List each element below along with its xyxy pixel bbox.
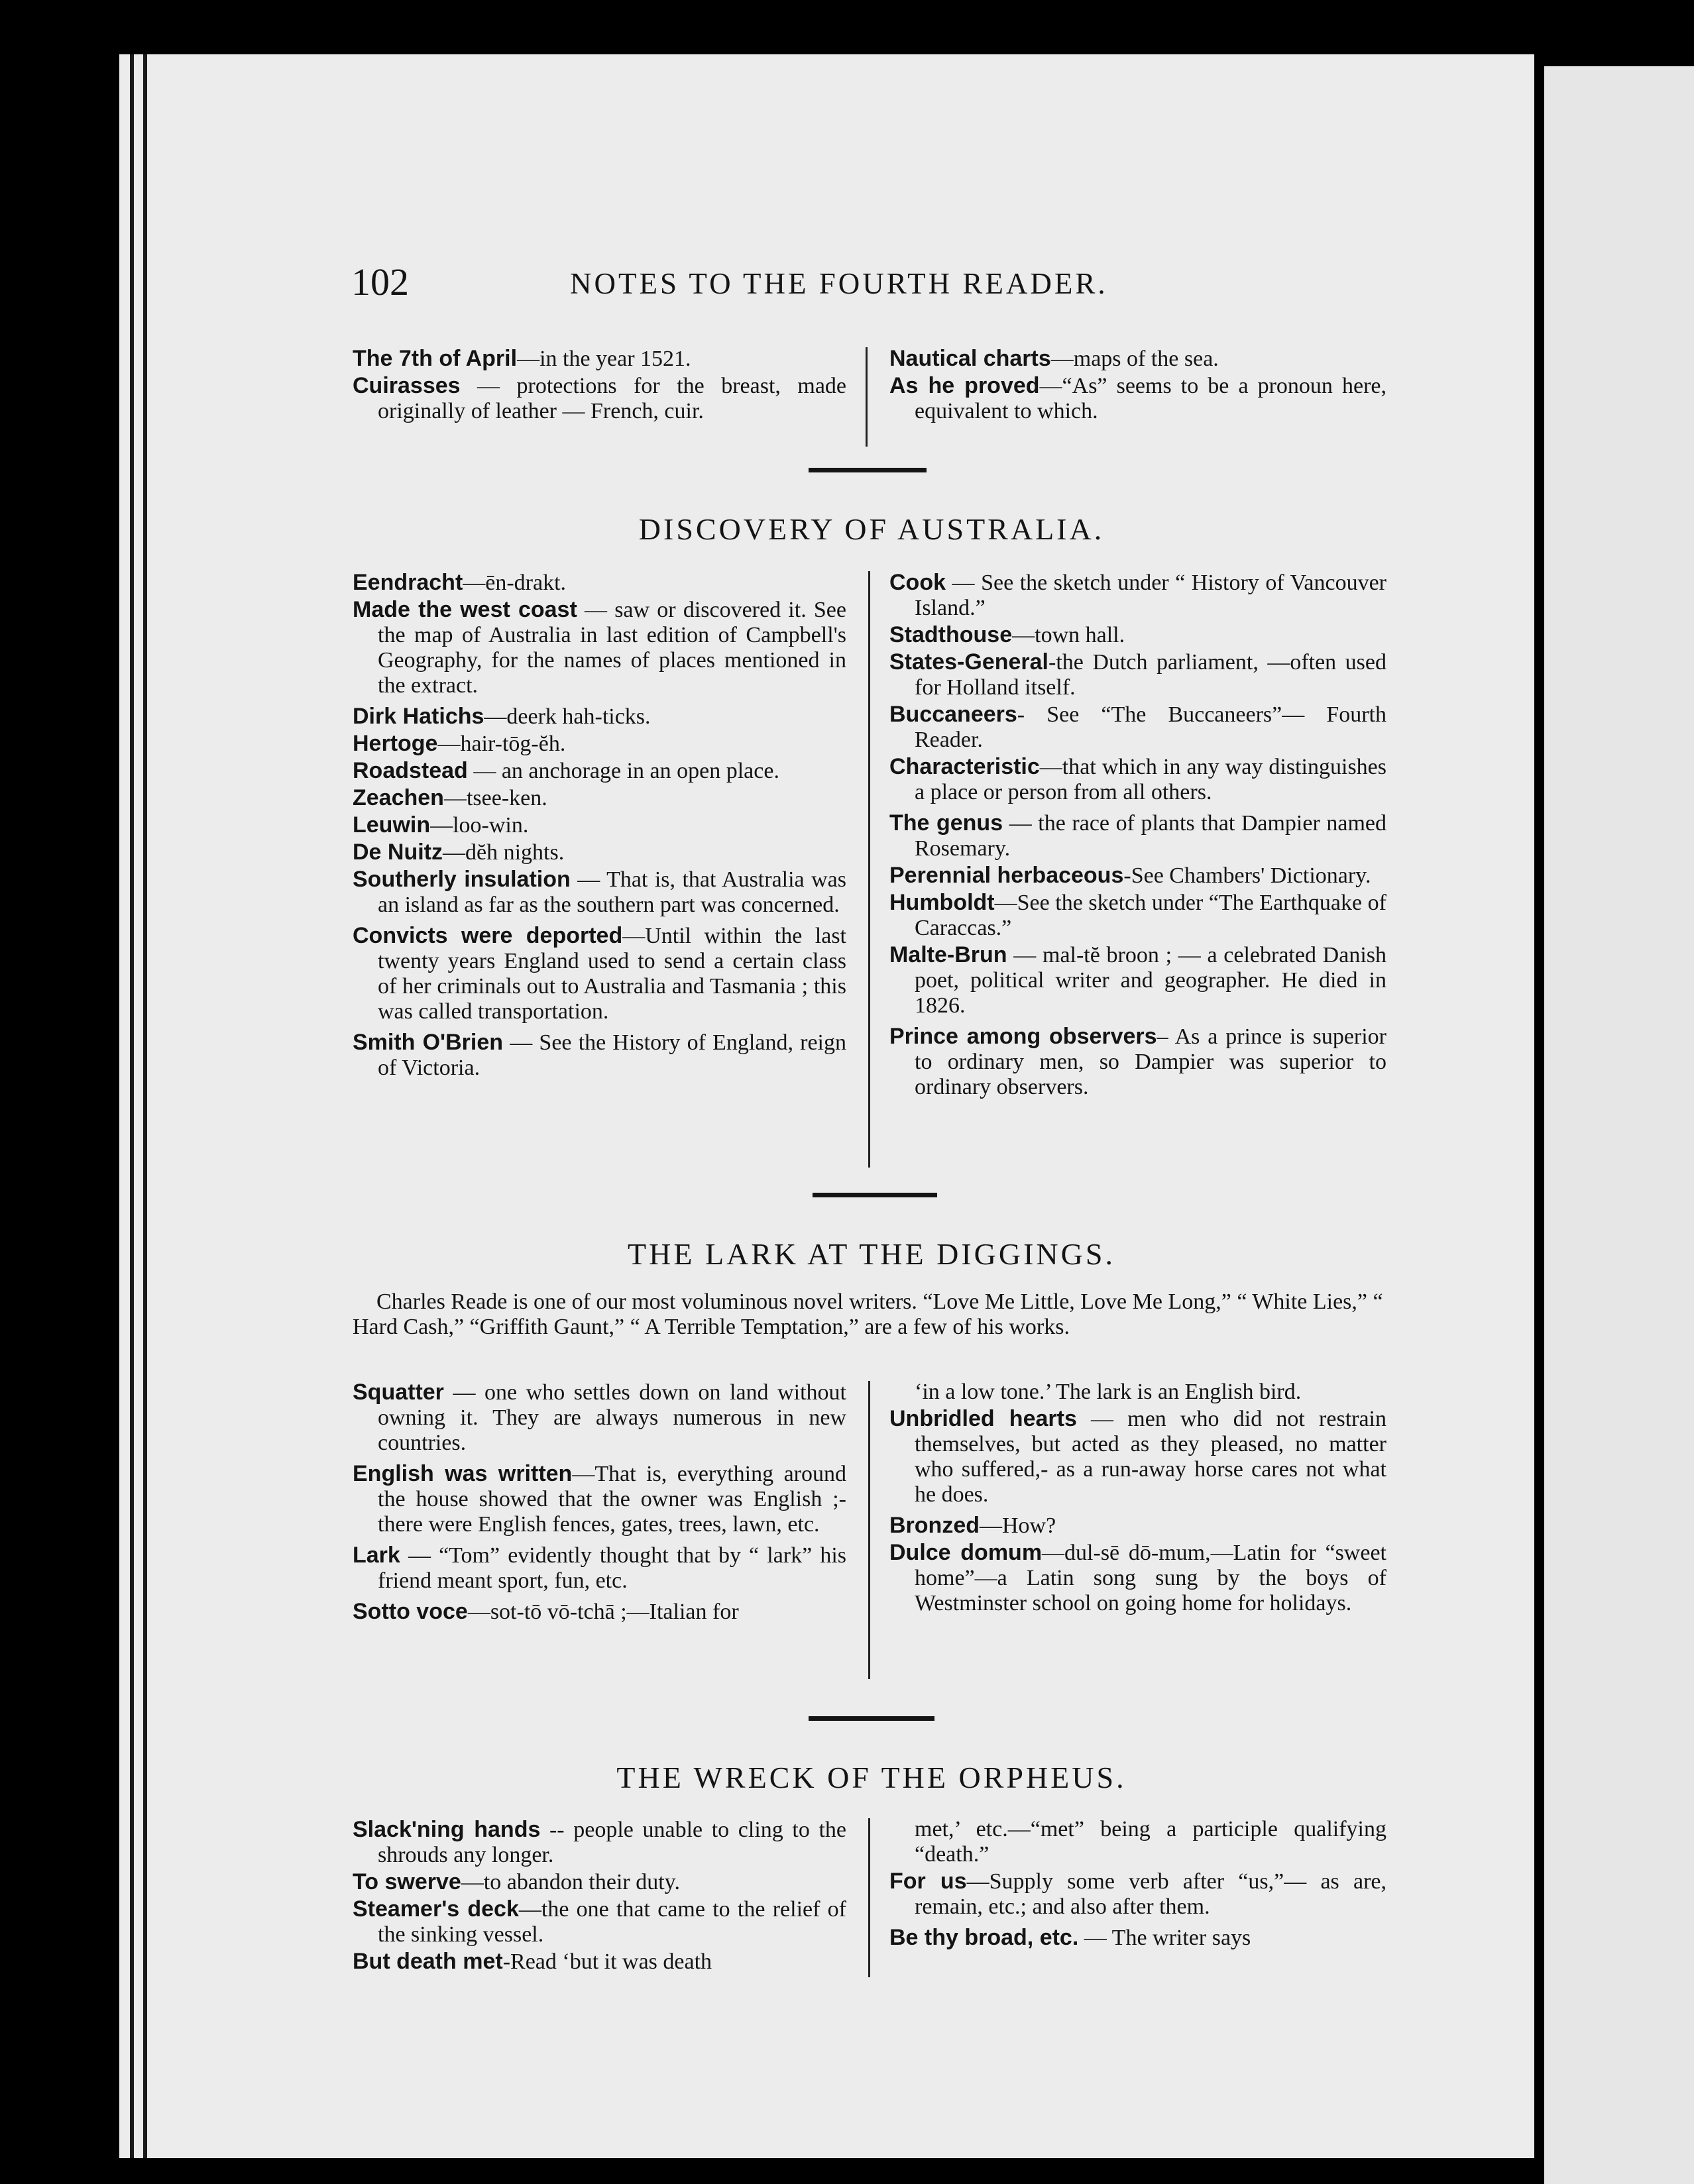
glossary-separator: — bbox=[570, 867, 607, 892]
glossary-separator: — bbox=[467, 759, 502, 783]
glossary-definition: protections for the breast, made originally of leather — French, cuir. bbox=[378, 374, 846, 423]
glossary-entry bbox=[889, 346, 1386, 372]
glossary-separator: — bbox=[1039, 374, 1062, 398]
glossary-term: Made the west coast bbox=[353, 597, 577, 622]
glossary-term: Dirk Hatichs bbox=[353, 704, 484, 729]
glossary-separator: — bbox=[400, 1543, 439, 1568]
glossary-entry bbox=[889, 1817, 1386, 1867]
glossary-definition: saw or discovered it. See the map of Australia in last edition of Campbell's Geography, for the names of places mentioned in the extract. bbox=[378, 598, 846, 698]
glossary-separator: — bbox=[443, 840, 465, 865]
glossary-definition: See the History of England, reign of Victoria. bbox=[378, 1030, 846, 1080]
glossary-separator: — bbox=[443, 1380, 485, 1405]
glossary-entry bbox=[353, 570, 846, 596]
glossary-term: Sotto voce bbox=[353, 1599, 468, 1624]
glossary-definition: ēn-drakt. bbox=[485, 571, 567, 595]
glossary-term: Smith O'Brien bbox=[353, 1030, 504, 1055]
glossary-definition: the Dutch parliament, —often used for Holland itself. bbox=[915, 650, 1386, 700]
glossary-definition: the race of plants that Dampier named Rosemary. bbox=[915, 811, 1387, 861]
glossary-term: Perennial herbaceous bbox=[889, 863, 1124, 888]
glossary-term: Southerly insulation bbox=[353, 867, 571, 892]
glossary-separator: — bbox=[622, 924, 646, 948]
glossary-definition: that which in any way distinguishes a place or person from all others. bbox=[915, 755, 1386, 804]
discovery-right-column bbox=[889, 570, 1386, 1105]
section-rule bbox=[813, 1193, 937, 1197]
glossary-term: Be thy broad, etc. bbox=[889, 1925, 1079, 1950]
glossary-separator: — bbox=[461, 1870, 484, 1894]
glossary-separator: — bbox=[980, 1513, 1002, 1538]
glossary-term: Steamer's deck bbox=[353, 1896, 519, 1922]
glossary-definition: Read ‘but it was death bbox=[510, 1949, 712, 1974]
glossary-separator: — bbox=[1078, 1926, 1112, 1950]
glossary-definition: “As” seems to be a pronoun here, equivalent to which. bbox=[915, 374, 1387, 423]
glossary-definition: Until within the last twenty years England used to send a certain class of her criminals out to Australia and Tasmania ; this was called transportation. bbox=[378, 924, 846, 1024]
glossary-entry bbox=[353, 1461, 846, 1537]
glossary-definition: one who settles down on land without owning it. They are always numerous in new countries. bbox=[378, 1380, 846, 1455]
glossary-term: But death met bbox=[353, 1949, 503, 1974]
glossary-separator: — bbox=[994, 891, 1017, 915]
glossary-separator: — bbox=[1076, 1407, 1128, 1431]
glossary-separator: — bbox=[443, 786, 467, 810]
glossary-definition: maps of the sea. bbox=[1073, 347, 1219, 371]
glossary-definition: See the sketch under “ History of Vancouver Island.” bbox=[915, 571, 1386, 620]
glossary-entry bbox=[889, 1513, 1386, 1539]
glossary-entry bbox=[353, 1817, 846, 1868]
glossary-definition: ‘in a low tone.’ The lark is an English bird. bbox=[915, 1380, 1302, 1404]
discovery-left-column bbox=[353, 570, 846, 1082]
glossary-entry bbox=[889, 649, 1386, 700]
section-title-discovery: DISCOVERY OF AUSTRALIA. bbox=[638, 512, 1105, 546]
glossary-entry bbox=[353, 1896, 846, 1947]
glossary-definition: dĕh nights. bbox=[465, 840, 565, 865]
glossary-entry bbox=[889, 863, 1386, 889]
section-title-orpheus: THE WRECK OF THE ORPHEUS. bbox=[616, 1761, 1127, 1794]
column-divider bbox=[868, 1381, 870, 1679]
glossary-definition: That is, everything around the house showed that the owner was English ;- there were English fences, gates, trees, lawn, etc. bbox=[378, 1462, 847, 1537]
glossary-separator: - bbox=[1123, 863, 1131, 888]
running-title: NOTES TO THE FOURTH READER. bbox=[570, 267, 1108, 300]
glossary-term: States-General bbox=[889, 649, 1048, 675]
glossary-definition: dul-sē dō-mum,—Latin for “sweet home”—a Latin song sung by the boys of Westminster school on going home for holidays. bbox=[915, 1541, 1386, 1615]
glossary-entry bbox=[889, 1869, 1386, 1920]
glossary-entry bbox=[889, 1024, 1386, 1100]
lark-intro-paragraph: Charles Reade is one of our most voluminous novel writers. “Love Me Little, Love Me Long,” “ White Lies,” “ Hard Cash,” “Griffith Gaunt,” “ A Terrible Temptation,” are a few of his works. bbox=[353, 1289, 1383, 1339]
glossary-separator: — bbox=[1042, 1541, 1065, 1565]
glossary-entry bbox=[353, 785, 846, 811]
glossary-separator: — bbox=[437, 732, 461, 756]
glossary-entry bbox=[353, 704, 846, 730]
glossary-definition: hair-tōg-ĕh. bbox=[460, 732, 566, 756]
top-right-column bbox=[889, 346, 1386, 425]
glossary-separator: - bbox=[1048, 650, 1056, 675]
glossary-definition: in the year 1521. bbox=[539, 347, 691, 371]
glossary-separator: — bbox=[463, 571, 486, 595]
glossary-definition: the one that came to the relief of the sinking vessel. bbox=[378, 1897, 846, 1947]
glossary-definition: loo-win. bbox=[453, 813, 529, 838]
glossary-entry bbox=[353, 346, 846, 372]
glossary-entry bbox=[889, 1380, 1386, 1405]
glossary-separator: — bbox=[966, 1869, 989, 1894]
glossary-term: Malte-Brun bbox=[889, 942, 1007, 967]
glossary-entry bbox=[353, 1030, 846, 1081]
glossary-entry bbox=[353, 1599, 846, 1625]
glossary-term: Zeachen bbox=[353, 785, 444, 810]
glossary-separator: - bbox=[502, 1949, 511, 1974]
glossary-separator: — bbox=[946, 571, 982, 595]
glossary-term: De Nuitz bbox=[353, 840, 443, 865]
glossary-entry bbox=[889, 570, 1386, 621]
glossary-definition: to abandon their duty. bbox=[483, 1870, 680, 1894]
glossary-separator: — bbox=[484, 704, 507, 729]
glossary-separator: — bbox=[460, 374, 517, 398]
glossary-separator: – bbox=[1157, 1024, 1175, 1049]
glossary-term: English was written bbox=[353, 1461, 573, 1486]
glossary-separator: — bbox=[430, 813, 453, 838]
glossary-separator: - bbox=[1017, 702, 1047, 727]
glossary-definition: As a prince is superior to ordinary men, so Dampier was superior to ordinary observers. bbox=[915, 1024, 1386, 1099]
glossary-term: As he proved bbox=[889, 373, 1040, 398]
column-divider bbox=[868, 1818, 870, 1977]
glossary-term: Cuirasses bbox=[353, 373, 461, 398]
glossary-definition: The writer says bbox=[1111, 1926, 1251, 1950]
glossary-separator: — bbox=[1050, 347, 1074, 371]
column-divider bbox=[866, 347, 868, 447]
glossary-entry bbox=[353, 812, 846, 838]
glossary-entry bbox=[889, 622, 1386, 648]
orpheus-left-column bbox=[353, 1817, 846, 1976]
glossary-term: The genus bbox=[889, 810, 1003, 836]
page-number: 102 bbox=[351, 260, 409, 303]
glossary-entry bbox=[889, 942, 1386, 1018]
glossary-separator: — bbox=[518, 1897, 541, 1922]
glossary-term: Stadthouse bbox=[889, 622, 1013, 647]
glossary-definition: sot-tō vō-tchā ;—Italian for bbox=[490, 1600, 739, 1624]
glossary-definition: deerk hah-ticks. bbox=[506, 704, 651, 729]
glossary-term: The 7th of April bbox=[353, 346, 518, 371]
glossary-definition: See the sketch under “The Earthquake of Caraccas.” bbox=[915, 891, 1386, 940]
glossary-term: Bronzed bbox=[889, 1513, 980, 1538]
glossary-entry bbox=[353, 1869, 846, 1895]
section-rule bbox=[809, 468, 927, 472]
column-divider bbox=[868, 571, 870, 1168]
section-title-lark: THE LARK AT THE DIGGINGS. bbox=[628, 1237, 1115, 1271]
glossary-definition: mal-tĕ broon ; — a celebrated Danish poet, political writer and geographer. He died in 1826. bbox=[915, 943, 1386, 1018]
lark-right-column bbox=[889, 1380, 1386, 1621]
glossary-separator: — bbox=[572, 1462, 595, 1486]
glossary-term: Prince among observers bbox=[889, 1024, 1157, 1049]
glossary-definition: See “The Buccaneers”— Fourth Reader. bbox=[915, 702, 1386, 752]
glossary-definition: met,’ etc.—“met” being a participle qualifying “death.” bbox=[915, 1817, 1386, 1867]
top-left-column bbox=[353, 346, 846, 429]
glossary-entry bbox=[353, 867, 846, 918]
glossary-entry bbox=[353, 758, 846, 784]
glossary-definition: Supply some verb after “us,”— as are, remain, etc.; and also after them. bbox=[915, 1869, 1386, 1919]
glossary-term: Characteristic bbox=[889, 754, 1040, 779]
glossary-term: Leuwin bbox=[353, 812, 431, 838]
glossary-separator: — bbox=[1012, 623, 1035, 647]
glossary-term: Cook bbox=[889, 570, 946, 595]
glossary-entry bbox=[889, 754, 1386, 805]
glossary-definition: tsee-ken. bbox=[466, 786, 547, 810]
glossary-term: Eendracht bbox=[353, 570, 463, 595]
glossary-entry bbox=[889, 1406, 1386, 1507]
glossary-term: For us bbox=[889, 1869, 967, 1894]
glossary-entry bbox=[889, 890, 1386, 941]
glossary-entry bbox=[889, 702, 1386, 753]
glossary-entry bbox=[353, 923, 846, 1024]
glossary-term: Squatter bbox=[353, 1380, 444, 1405]
glossary-term: Roadstead bbox=[353, 758, 468, 783]
glossary-definition: That is, that Australia was an island as far as the southern part was concerned. bbox=[378, 867, 846, 917]
glossary-separator: -- bbox=[540, 1818, 574, 1842]
spine-edge-line bbox=[130, 54, 134, 2158]
glossary-definition: How? bbox=[1002, 1513, 1056, 1538]
glossary-definition: “Tom” evidently thought that by “ lark” his friend meant sport, fun, etc. bbox=[378, 1543, 847, 1593]
glossary-term: Unbridled hearts bbox=[889, 1406, 1077, 1431]
glossary-entry bbox=[353, 1949, 846, 1975]
glossary-term: Buccaneers bbox=[889, 702, 1017, 727]
glossary-separator: — bbox=[517, 347, 540, 371]
glossary-entry bbox=[889, 1540, 1386, 1616]
glossary-entry bbox=[889, 810, 1386, 861]
lark-left-column bbox=[353, 1380, 846, 1626]
glossary-term: To swerve bbox=[353, 1869, 461, 1894]
glossary-entry bbox=[353, 597, 846, 698]
section-rule bbox=[809, 1716, 934, 1721]
facing-page-edge bbox=[1544, 66, 1694, 2184]
glossary-term: Dulce domum bbox=[889, 1540, 1043, 1565]
glossary-separator: — bbox=[467, 1600, 490, 1624]
glossary-definition: men who did not restrain themselves, but acted as they pleased, no matter who suffered,- as a run-away horse cares not what he does. bbox=[915, 1407, 1386, 1507]
running-head bbox=[351, 260, 1392, 313]
glossary-definition: an anchorage in an open place. bbox=[501, 759, 779, 783]
glossary-term: Nautical charts bbox=[889, 346, 1051, 371]
glossary-entry bbox=[889, 1925, 1386, 1951]
spine-edge-line bbox=[143, 54, 147, 2158]
glossary-definition: town hall. bbox=[1035, 623, 1125, 647]
glossary-separator: — bbox=[503, 1030, 539, 1055]
glossary-separator: — bbox=[577, 598, 615, 622]
glossary-definition: See Chambers' Dictionary. bbox=[1131, 863, 1371, 888]
glossary-separator: — bbox=[1039, 755, 1062, 779]
glossary-definition: people unable to cling to the shrouds any longer. bbox=[378, 1818, 846, 1867]
glossary-term: Convicts were deported bbox=[353, 923, 623, 948]
glossary-entry bbox=[353, 373, 846, 424]
glossary-entry bbox=[353, 1543, 846, 1594]
glossary-entry bbox=[353, 731, 846, 757]
glossary-term: Slack'ning hands bbox=[353, 1817, 541, 1842]
glossary-separator: — bbox=[1007, 943, 1043, 967]
orpheus-right-column bbox=[889, 1817, 1386, 1952]
glossary-entry bbox=[889, 373, 1386, 424]
glossary-term: Lark bbox=[353, 1543, 400, 1568]
glossary-term: Hertoge bbox=[353, 731, 438, 756]
glossary-entry bbox=[353, 1380, 846, 1456]
glossary-entry bbox=[353, 840, 846, 865]
glossary-separator: — bbox=[1003, 811, 1039, 836]
glossary-term: Humboldt bbox=[889, 890, 995, 915]
